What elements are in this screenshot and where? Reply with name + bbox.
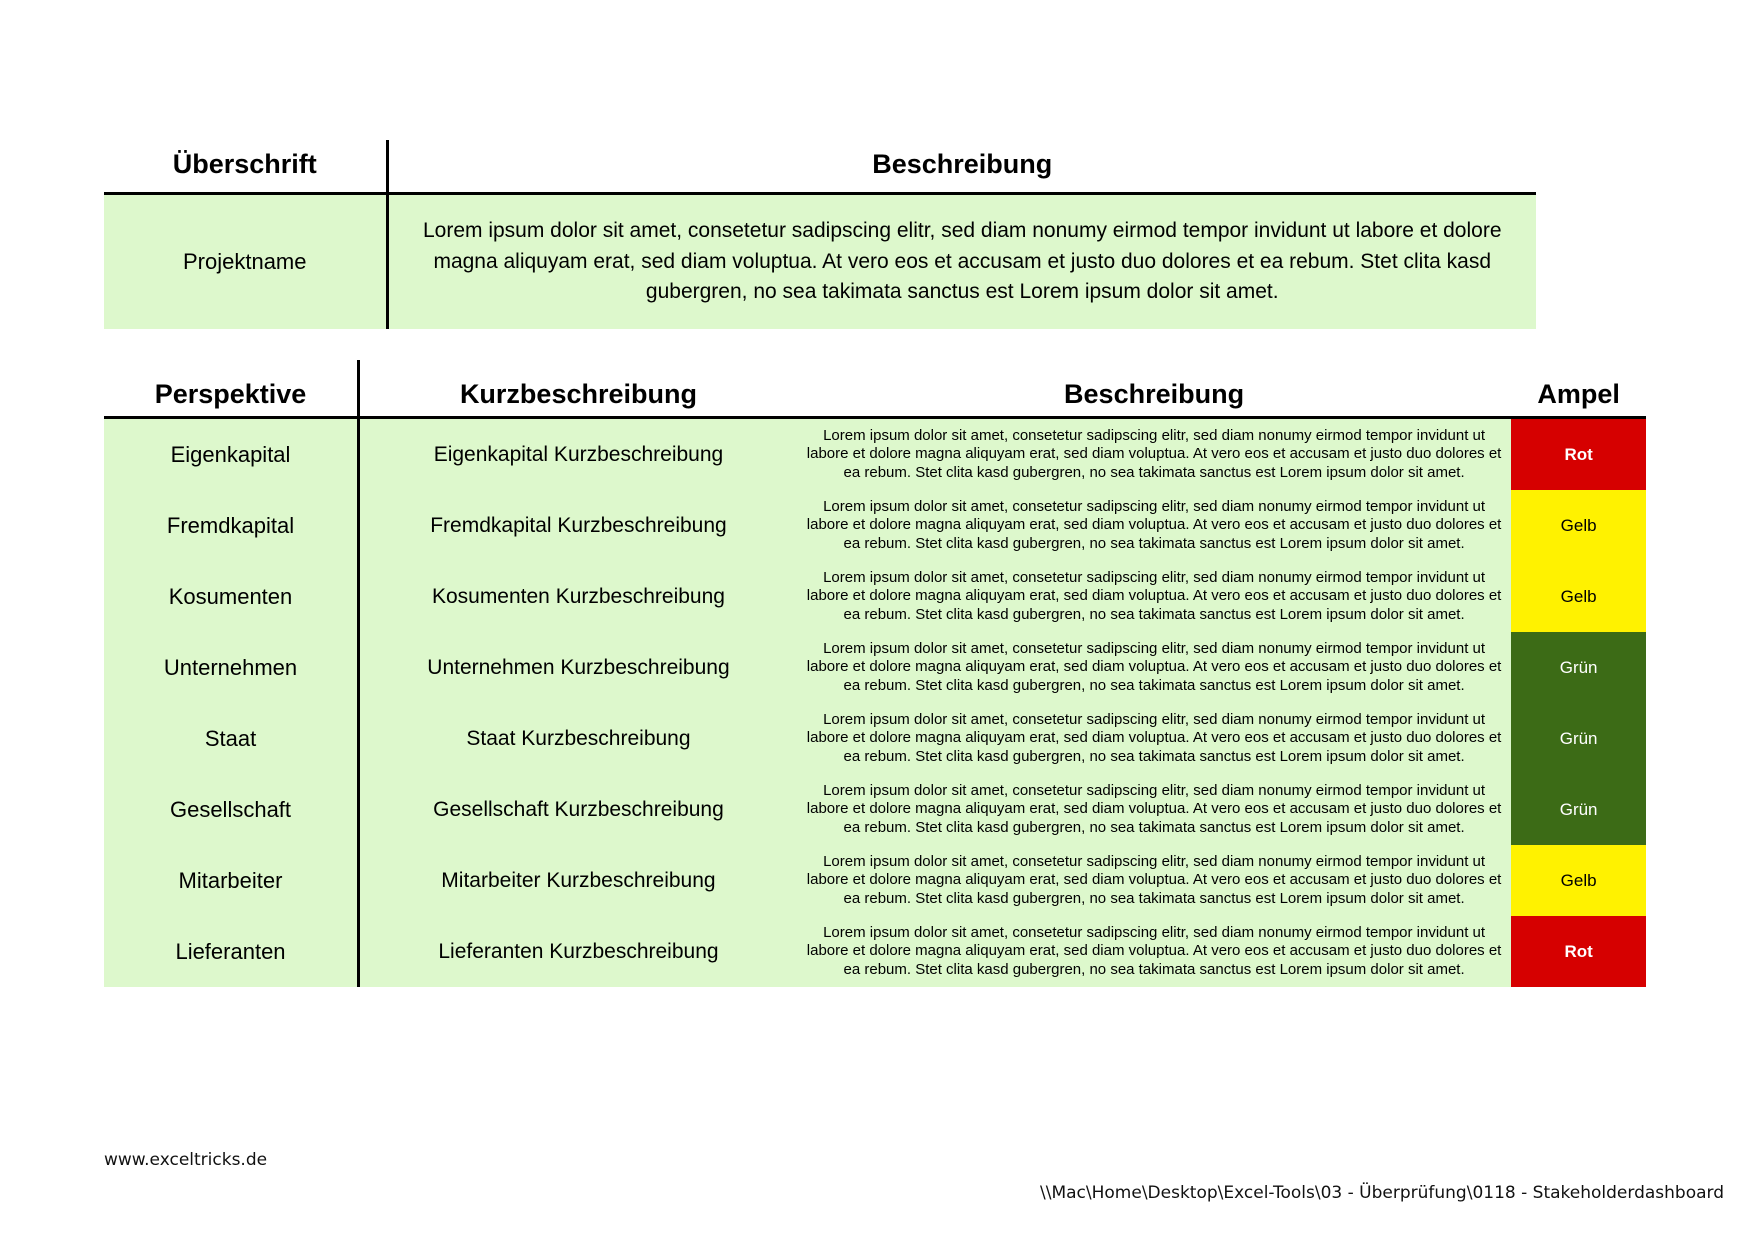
stakeholder-kurzbeschreibung-cell: Lieferanten Kurzbeschreibung: [359, 916, 797, 987]
project-table-header-ueberschrift: Überschrift: [104, 140, 387, 194]
stakeholder-header-perspektive: Perspektive: [104, 360, 359, 418]
stakeholder-beschreibung-cell: Lorem ipsum dolor sit amet, consetetur sadipscing elitr, sed diam nonumy eirmod tempor invidunt ut labore et dolore magna aliquyam erat, sed diam voluptua. At vero eos et accusam et justo duo dolores et ea rebum. Stet clita kasd gubergren, no sea takimata sanctus est Lorem ipsum dolor sit amet.: [797, 845, 1511, 916]
stakeholder-ampel-cell[interactable]: Grün: [1511, 632, 1646, 703]
stakeholder-header-kurzbeschreibung: Kurzbeschreibung: [359, 360, 797, 418]
stakeholder-ampel-cell[interactable]: Gelb: [1511, 490, 1646, 561]
stakeholder-row: [104, 703, 1646, 774]
project-table-header-beschreibung: Beschreibung: [387, 140, 1536, 194]
stakeholder-kurzbeschreibung-cell: Eigenkapital Kurzbeschreibung: [359, 418, 797, 491]
stakeholder-ampel-cell[interactable]: Rot: [1511, 418, 1646, 491]
stakeholder-ampel-cell[interactable]: Grün: [1511, 774, 1646, 845]
stakeholder-perspektive-cell: Mitarbeiter: [104, 845, 359, 916]
stakeholder-beschreibung-cell: Lorem ipsum dolor sit amet, consetetur sadipscing elitr, sed diam nonumy eirmod tempor invidunt ut labore et dolore magna aliquyam erat, sed diam voluptua. At vero eos et accusam et justo duo dolores et ea rebum. Stet clita kasd gubergren, no sea takimata sanctus est Lorem ipsum dolor sit amet.: [797, 490, 1511, 561]
stakeholder-beschreibung-cell: Lorem ipsum dolor sit amet, consetetur sadipscing elitr, sed diam nonumy eirmod tempor invidunt ut labore et dolore magna aliquyam erat, sed diam voluptua. At vero eos et accusam et justo duo dolores et ea rebum. Stet clita kasd gubergren, no sea takimata sanctus est Lorem ipsum dolor sit amet.: [797, 561, 1511, 632]
stakeholder-row: [104, 418, 1646, 491]
stakeholder-header-ampel: Ampel: [1511, 360, 1646, 418]
stakeholder-beschreibung-cell: Lorem ipsum dolor sit amet, consetetur sadipscing elitr, sed diam nonumy eirmod tempor invidunt ut labore et dolore magna aliquyam erat, sed diam voluptua. At vero eos et accusam et justo duo dolores et ea rebum. Stet clita kasd gubergren, no sea takimata sanctus est Lorem ipsum dolor sit amet.: [797, 916, 1511, 987]
stakeholder-ampel-cell[interactable]: Grün: [1511, 703, 1646, 774]
project-table-row: [104, 194, 1536, 330]
footer-website[interactable]: www.exceltricks.de: [104, 1150, 268, 1170]
stakeholder-perspektive-cell: Kosumenten: [104, 561, 359, 632]
stakeholder-perspektive-cell: Lieferanten: [104, 916, 359, 987]
stakeholder-beschreibung-cell: Lorem ipsum dolor sit amet, consetetur sadipscing elitr, sed diam nonumy eirmod tempor invidunt ut labore et dolore magna aliquyam erat, sed diam voluptua. At vero eos et accusam et justo duo dolores et ea rebum. Stet clita kasd gubergren, no sea takimata sanctus est Lorem ipsum dolor sit amet.: [797, 703, 1511, 774]
stakeholder-beschreibung-cell: Lorem ipsum dolor sit amet, consetetur sadipscing elitr, sed diam nonumy eirmod tempor invidunt ut labore et dolore magna aliquyam erat, sed diam voluptua. At vero eos et accusam et justo duo dolores et ea rebum. Stet clita kasd gubergren, no sea takimata sanctus est Lorem ipsum dolor sit amet.: [797, 418, 1511, 491]
stakeholder-perspektive-cell: Gesellschaft: [104, 774, 359, 845]
stakeholder-ampel-cell[interactable]: Gelb: [1511, 561, 1646, 632]
footer-filepath: \\Mac\Home\Desktop\Excel-Tools\03 - Überprüfung\0118 - Stakeholderdashboard: [1040, 1183, 1725, 1203]
project-name-label: Projektname: [104, 194, 387, 330]
stakeholder-beschreibung-cell: Lorem ipsum dolor sit amet, consetetur sadipscing elitr, sed diam nonumy eirmod tempor invidunt ut labore et dolore magna aliquyam erat, sed diam voluptua. At vero eos et accusam et justo duo dolores et ea rebum. Stet clita kasd gubergren, no sea takimata sanctus est Lorem ipsum dolor sit amet.: [797, 774, 1511, 845]
stakeholder-perspektive-cell: Unternehmen: [104, 632, 359, 703]
stakeholder-beschreibung-cell: Lorem ipsum dolor sit amet, consetetur sadipscing elitr, sed diam nonumy eirmod tempor invidunt ut labore et dolore magna aliquyam erat, sed diam voluptua. At vero eos et accusam et justo duo dolores et ea rebum. Stet clita kasd gubergren, no sea takimata sanctus est Lorem ipsum dolor sit amet.: [797, 632, 1511, 703]
stakeholder-header-beschreibung: Beschreibung: [797, 360, 1511, 418]
stakeholder-kurzbeschreibung-cell: Fremdkapital Kurzbeschreibung: [359, 490, 797, 561]
project-table: [104, 140, 1536, 329]
stakeholder-table-body: [104, 418, 1646, 988]
stakeholder-row: [104, 774, 1646, 845]
stakeholder-row: [104, 561, 1646, 632]
stakeholder-table: [104, 360, 1646, 987]
stakeholder-kurzbeschreibung-cell: Kosumenten Kurzbeschreibung: [359, 561, 797, 632]
stakeholder-row: [104, 632, 1646, 703]
project-table-header-row: [104, 140, 1536, 194]
stakeholder-perspektive-cell: Fremdkapital: [104, 490, 359, 561]
stakeholder-ampel-cell[interactable]: Rot: [1511, 916, 1646, 987]
stakeholder-kurzbeschreibung-cell: Mitarbeiter Kurzbeschreibung: [359, 845, 797, 916]
stakeholder-kurzbeschreibung-cell: Unternehmen Kurzbeschreibung: [359, 632, 797, 703]
project-description-text: Lorem ipsum dolor sit amet, consetetur sadipscing elitr, sed diam nonumy eirmod tempor invidunt ut labore et dolore magna aliquyam erat, sed diam voluptua. At vero eos et accusam et justo duo dolores et ea rebum. Stet clita kasd gubergren, no sea takimata sanctus est Lorem ipsum dolor sit amet.: [387, 194, 1536, 330]
stakeholder-kurzbeschreibung-cell: Staat Kurzbeschreibung: [359, 703, 797, 774]
stakeholder-table-header-row: [104, 360, 1646, 418]
stakeholder-perspektive-cell: Staat: [104, 703, 359, 774]
stakeholder-row: [104, 916, 1646, 987]
stakeholder-perspektive-cell: Eigenkapital: [104, 418, 359, 491]
stakeholder-row: [104, 845, 1646, 916]
stakeholder-kurzbeschreibung-cell: Gesellschaft Kurzbeschreibung: [359, 774, 797, 845]
stakeholder-row: [104, 490, 1646, 561]
stakeholder-ampel-cell[interactable]: Gelb: [1511, 845, 1646, 916]
